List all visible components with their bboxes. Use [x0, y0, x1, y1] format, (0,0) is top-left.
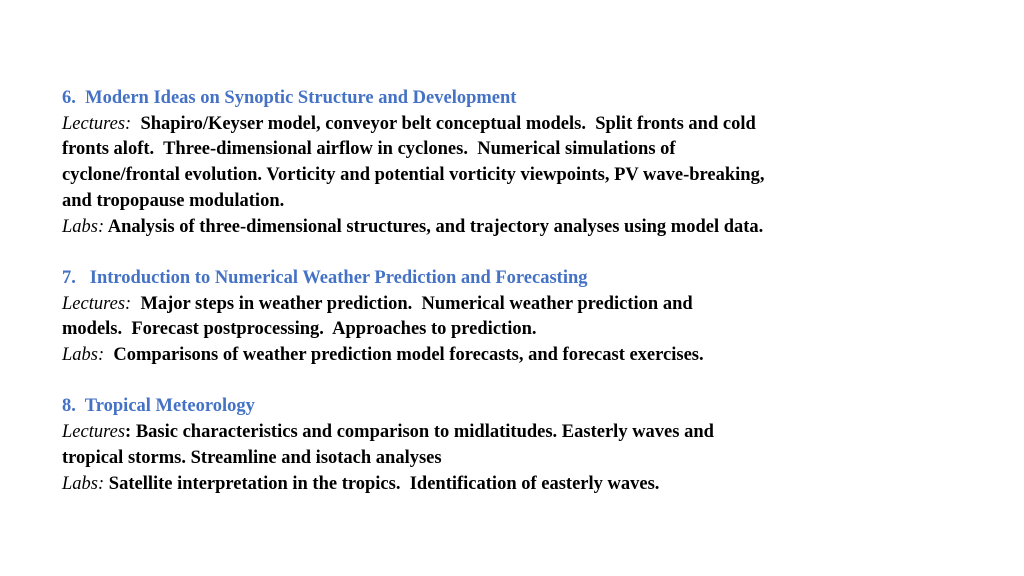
course-topics: [62, 86, 962, 497]
topic-section-6: [62, 86, 962, 240]
labs-label: Labs:: [62, 345, 105, 366]
lectures-label: Lectures:: [62, 293, 132, 314]
lectures-text: : Basic characteristics and comparison to midlatitudes. Easterly waves and: [125, 422, 714, 443]
lectures-line: [62, 112, 962, 138]
labs-line: [62, 472, 962, 498]
labs-label: Labs:: [62, 473, 105, 494]
section-heading: 8. Tropical Meteorology: [62, 396, 255, 417]
lectures-text: cyclone/frontal evolution. Vorticity and potential vorticity viewpoints, PV wave-breaking,: [62, 165, 765, 186]
lectures-line: [62, 292, 962, 318]
section-heading: 6. Modern Ideas on Synoptic Structure and Development: [62, 88, 517, 108]
lectures-line: [62, 420, 962, 446]
section-heading: 7. Introduction to Numerical Weather Prediction and Forecasting: [62, 267, 588, 288]
lectures-text: Shapiro/Keyser model, conveyor belt conceptual models. Split fronts and cold: [131, 113, 756, 134]
lectures-text: models. Forecast postprocessing. Approaches to prediction.: [62, 319, 537, 340]
labs-text: Analysis of three-dimensional structures, and trajectory analyses using model data.: [104, 216, 764, 237]
lectures-text: and tropopause modulation.: [62, 190, 285, 211]
labs-line: [62, 343, 962, 369]
lectures-label: Lectures: [62, 422, 126, 443]
labs-label: Labs:: [62, 216, 105, 237]
topic-section-7: [62, 266, 962, 369]
labs-text: Comparisons of weather prediction model forecasts, and forecast exercises.: [104, 345, 704, 366]
lectures-text: fronts aloft. Three-dimensional airflow in cyclones. Numerical simulations of: [62, 139, 676, 160]
lectures-text: tropical storms. Streamline and isotach analyses: [62, 447, 442, 468]
topic-section-8: [62, 394, 962, 497]
lectures-label: Lectures:: [62, 113, 132, 134]
labs-line: [62, 215, 962, 241]
lectures-text: Major steps in weather prediction. Numerical weather prediction and: [131, 293, 693, 314]
labs-text: Satellite interpretation in the tropics. Identification of easterly waves.: [104, 473, 660, 494]
